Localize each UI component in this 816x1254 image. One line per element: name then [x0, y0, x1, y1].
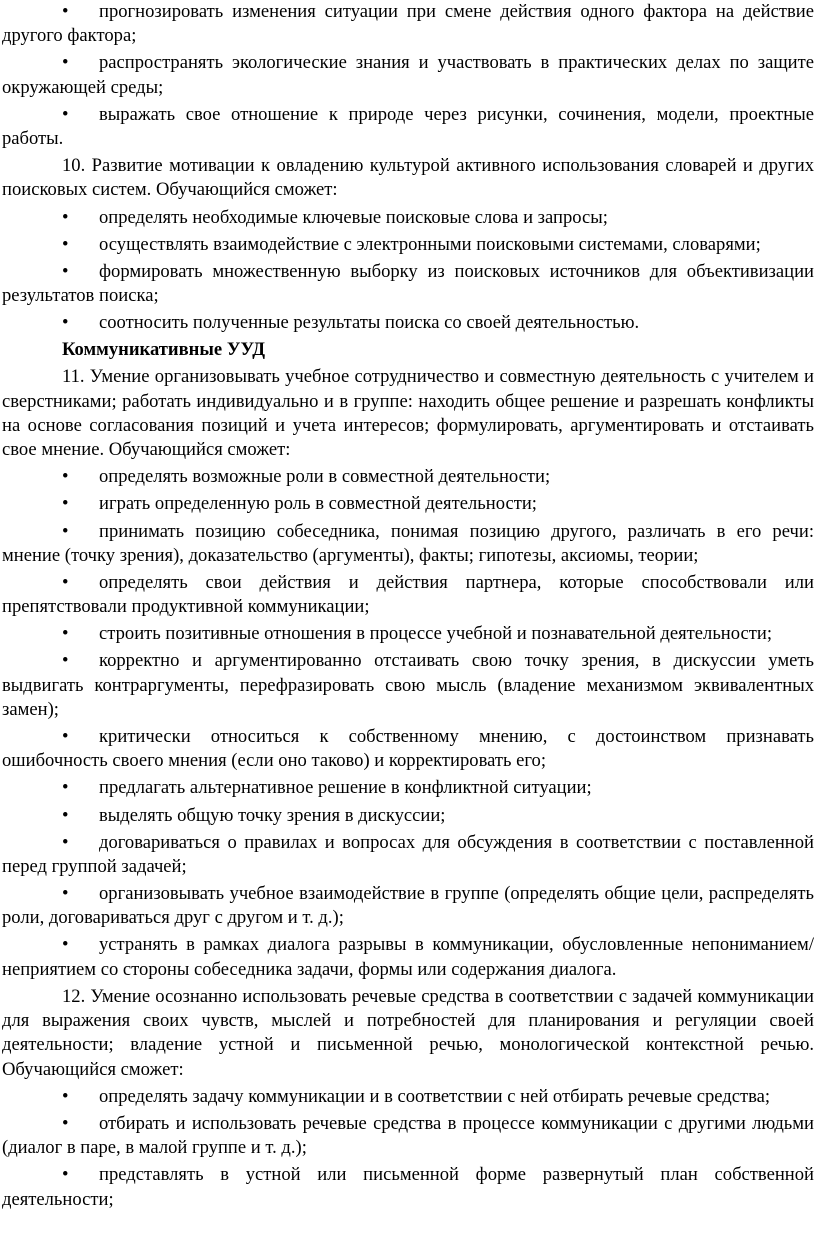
bullet-text: соотносить полученные результаты поиска со своей деятельностью.	[99, 312, 640, 334]
bullet-item	[2, 492, 814, 516]
numbered-paragraph: 10. Развитие мотивации к овладению культурой активного использования словарей и других поисковых систем. Обучающийся сможет:	[2, 155, 814, 201]
bullet-text: формировать множественную выборку из поисковых источников для объективизации результатов поиска;	[2, 260, 814, 307]
bullet-icon: •	[62, 206, 69, 228]
bullet-text: договариваться о правилах и вопросах для обсуждения в соответствии с поставленной перед группой задачей;	[2, 831, 814, 877]
bullet-text: отбирать и использовать речевые средства в процессе коммуникации с другими людьми (диалог в паре, в малой группе и т. д.);	[2, 1112, 814, 1159]
bullet-icon: •	[62, 103, 69, 125]
bullet-icon: •	[62, 726, 69, 748]
bullet-text: выделять общую точку зрения в дискуссии;	[99, 804, 446, 826]
bullet-text: организовывать учебное взаимодействие в группе (определять общие цели, распределять роли, договариваться друг с другом и т. д.);	[2, 883, 814, 929]
bullet-icon: •	[62, 1112, 69, 1134]
bullet-icon: •	[62, 650, 69, 672]
bullet-icon: •	[62, 466, 69, 488]
bullet-text: определять свои действия и действия партнера, которые способствовали или препятствовали продуктивной коммуникации;	[2, 571, 814, 618]
bullet-item	[2, 1112, 814, 1161]
bullet-item	[2, 725, 814, 774]
bullet-item	[2, 520, 814, 569]
bullet-text: играть определенную роль в совместной деятельности;	[99, 493, 537, 515]
section-heading: Коммуникативные УУД	[62, 339, 266, 361]
bullet-text: критически относиться к собственному мнению, с достоинством признавать ошибочность своего мнения (если оно таково) и корректировать его;	[2, 726, 814, 772]
bullet-item	[2, 260, 814, 309]
bullet-icon: •	[62, 260, 69, 282]
bullet-icon: •	[62, 831, 69, 853]
bullet-text: строить позитивные отношения в процессе учебной и познавательной деятельности;	[99, 623, 773, 645]
bullet-item	[2, 311, 814, 335]
bullet-text: распространять экологические знания и участвовать в практических делах по защите окружающей среды;	[2, 52, 814, 98]
numbered-paragraph: 11. Умение организовывать учебное сотрудничество и совместную деятельность с учителем и сверстниками; работать индивидуально и в группе: находить общее решение и разрешать конфликты на основе согласования позиций и учета интересов; формулировать, аргументировать и отстаивать свое мнение. Обучающийся сможет:	[2, 366, 814, 461]
bullet-icon: •	[62, 804, 69, 826]
bullet-item	[2, 649, 814, 722]
bullet-item	[2, 571, 814, 620]
bullet-item	[2, 933, 814, 982]
bullet-text: осуществлять взаимодействие с электронными поисковыми системами, словарями;	[99, 233, 761, 255]
bullet-icon: •	[62, 934, 69, 956]
bullet-item	[2, 622, 814, 646]
bullet-item	[2, 0, 814, 49]
bullet-text: корректно и аргументированно отстаивать свою точку зрения, в дискуссии уметь выдвигать контраргументы, перефразировать свою мысль (владение механизмом эквивалентных замен);	[2, 650, 814, 720]
bullet-text: предлагать альтернативное решение в конфликтной ситуации;	[99, 777, 592, 799]
bullet-text: определять необходимые ключевые поисковые слова и запросы;	[99, 206, 608, 228]
bullet-icon: •	[62, 493, 69, 515]
bullet-item	[2, 206, 814, 230]
bullet-icon: •	[62, 1085, 69, 1107]
bullet-text: определять возможные роли в совместной деятельности;	[99, 466, 551, 488]
bullet-item	[2, 465, 814, 489]
bullet-icon: •	[62, 520, 69, 542]
bullet-text: представлять в устной или письменной форме развернутый план собственной деятельности;	[2, 1164, 814, 1210]
bullet-item	[2, 51, 814, 100]
numbered-paragraph: 12. Умение осознанно использовать речевые средства в соответствии с задачей коммуникации для выражения своих чувств, мыслей и потребностей для планирования и регуляции своей деятельности; владение устной и письменной речью, монологической контекстной речью. Обучающийся сможет:	[2, 985, 814, 1080]
bullet-text: принимать позицию собеседника, понимая позицию другого, различать в его речи: мнение (точку зрения), доказательство (аргументы), факты; гипотезы, аксиомы, теории;	[2, 520, 814, 566]
bullet-text: выражать свое отношение к природе через рисунки, сочинения, модели, проектные работы.	[2, 103, 814, 150]
bullet-icon: •	[62, 571, 69, 593]
bullet-icon: •	[62, 1, 69, 22]
bullet-text: определять задачу коммуникации и в соответствии с ней отбирать речевые средства;	[99, 1085, 771, 1107]
bullet-icon: •	[62, 623, 69, 645]
bullet-item	[2, 804, 814, 828]
bullet-icon: •	[62, 1164, 69, 1186]
bullet-icon: •	[62, 312, 69, 334]
bullet-text: прогнозировать изменения ситуации при смене действия одного фактора на действие другого фактора;	[2, 1, 814, 47]
bullet-item	[2, 831, 814, 880]
bullet-item	[2, 103, 814, 152]
bullet-icon: •	[62, 233, 69, 255]
bullet-icon: •	[62, 777, 69, 799]
bullet-text: устранять в рамках диалога разрывы в коммуникации, обусловленные непониманием/неприятием со стороны собеседника задачи, формы или содержания диалога.	[2, 934, 814, 980]
bullet-icon: •	[62, 52, 69, 74]
bullet-item	[2, 1163, 814, 1212]
bullet-item	[2, 776, 814, 800]
bullet-item	[2, 882, 814, 931]
bullet-item	[2, 1085, 814, 1109]
bullet-item	[2, 233, 814, 257]
bullet-icon: •	[62, 883, 69, 905]
